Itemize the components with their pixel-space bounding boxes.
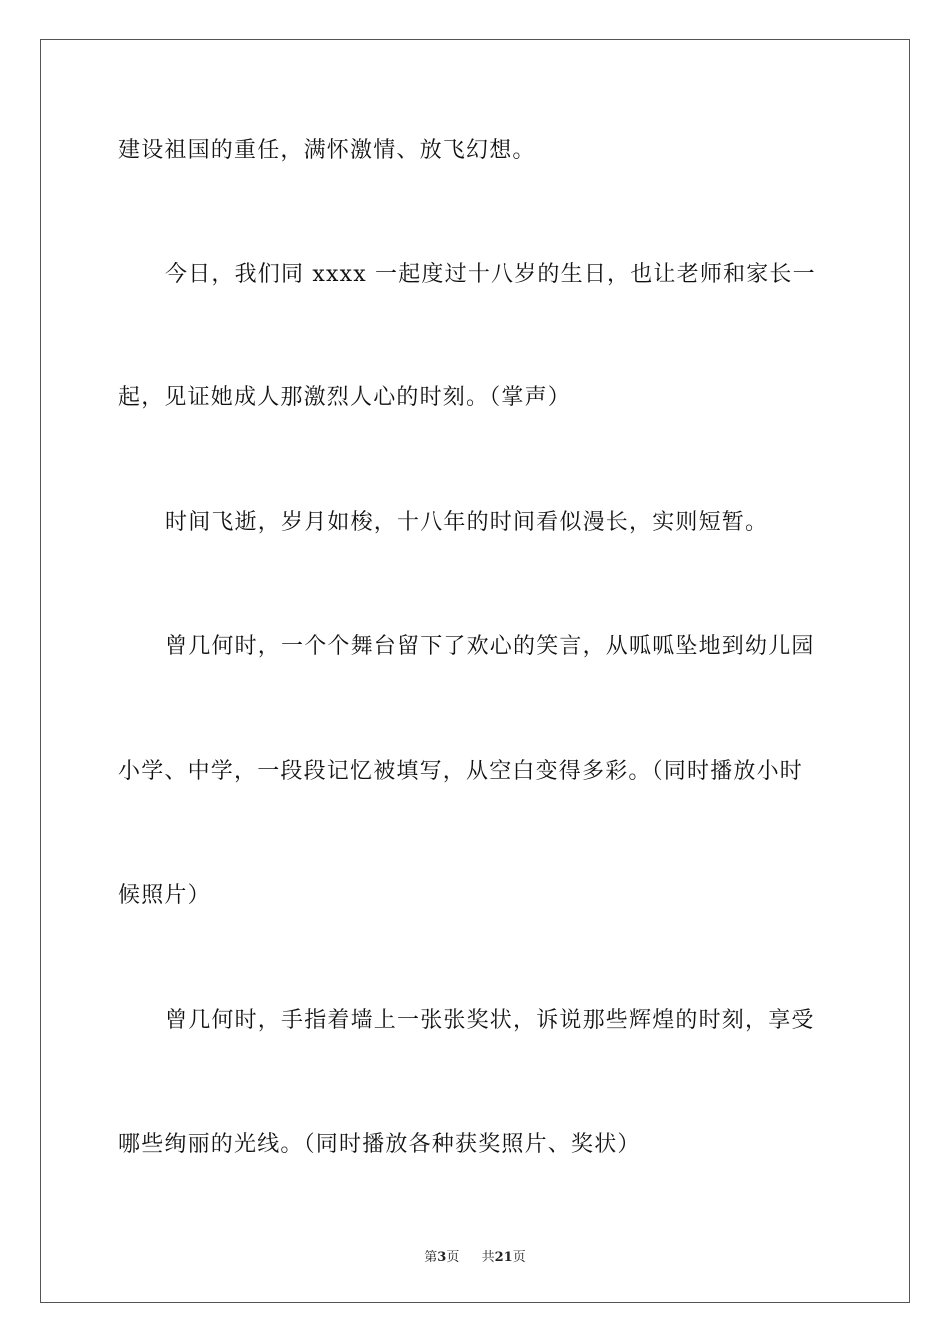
page-border [40,39,910,1303]
total-prefix: 共 [481,1250,495,1265]
text-line-3: 起，见证她成人那激烈人心的时刻。（掌声） [118,385,572,410]
text-line-8: 曾几何时，手指着墙上一张张奖状，诉说那些辉煌的时刻，享受 [165,1008,815,1033]
text-line-5: 曾几何时，一个个舞台留下了欢心的笑言，从呱呱坠地到幼儿园 [165,634,815,659]
page-footer [0,1246,950,1265]
text-line-6: 小学、中学，一段段记忆被填写，从空白变得多彩。（同时播放小时 [118,759,804,784]
page-suffix: 页 [446,1250,460,1265]
text-line-7: 候照片） [118,883,211,908]
page-total: 21 [494,1250,513,1265]
text-line-4: 时间飞逝，岁月如梭，十八年的时间看似漫长，实则短暂。 [165,510,769,535]
text-line-9: 哪些绚丽的光线。（同时播放各种获奖照片、奖状） [118,1132,641,1157]
text-line-1: 建设祖国的重任，满怀激情、放飞幻想。 [118,138,536,163]
total-suffix: 页 [512,1250,526,1265]
page-prefix: 第 [424,1250,438,1265]
page-current: 3 [437,1250,447,1265]
text-line-2: 今日，我们同 xxxx 一起度过十八岁的生日，也让老师和家长一 [165,262,816,287]
